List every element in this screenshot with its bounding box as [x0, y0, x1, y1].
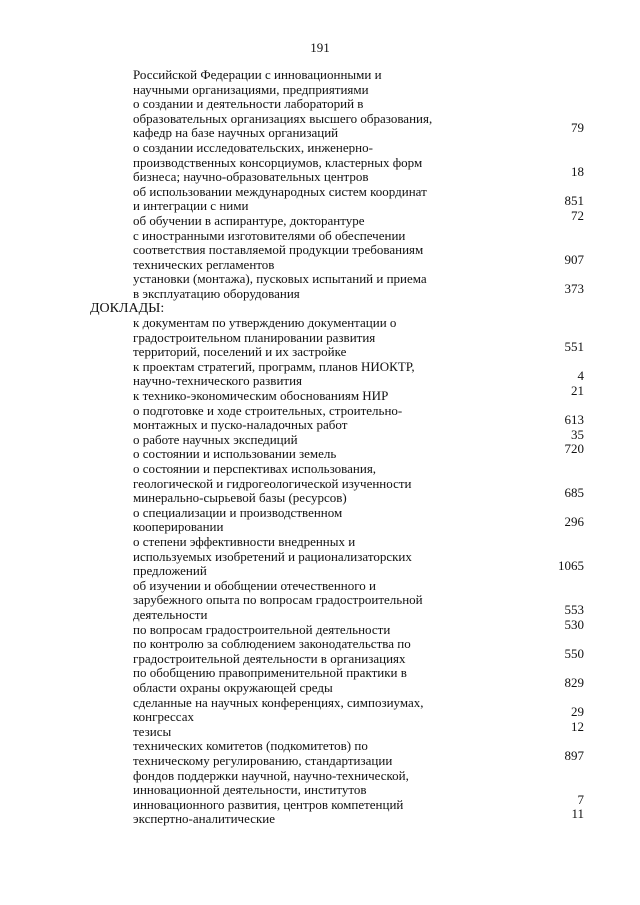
- index-entry-line: [0, 368, 640, 389]
- index-entry-line: [0, 404, 640, 419]
- index-entry-line: [0, 229, 640, 244]
- entry-count: 897: [564, 747, 584, 763]
- entry-text: о степени эффективности внедренных и: [133, 534, 356, 549]
- index-entry-line: [0, 645, 640, 667]
- index-entry-line: [0, 120, 640, 141]
- entry-text: образовательных организациях высшего образования,: [133, 110, 433, 126]
- entry-text: по обобщению правоприменительной практики в: [133, 665, 407, 681]
- index-entry-line: [0, 68, 640, 83]
- entry-text: инновационного развития, центров компетенций: [133, 796, 404, 812]
- entry-text: научно-технического развития: [133, 373, 303, 389]
- entry-count: 720: [564, 441, 584, 457]
- index-entry-line: [0, 331, 640, 346]
- entry-text: кафедр на базе научных организаций: [133, 125, 339, 141]
- entry-count: 72: [571, 207, 584, 223]
- index-entry-line: [0, 550, 640, 565]
- index-entry-line: [0, 506, 640, 521]
- index-entry-line: [0, 806, 640, 827]
- index-entry-line: [0, 193, 640, 214]
- entry-text: зарубежного опыта по вопросам градостроительной: [133, 592, 423, 608]
- entry-text: к проектам стратегий, программ, планов НИОКТР,: [133, 358, 415, 374]
- entry-text: установки (монтажа), пусковых испытаний и приема: [133, 271, 427, 287]
- entry-text: конгрессах: [133, 709, 195, 725]
- index-entries-list: [0, 68, 640, 827]
- index-entry-line: [0, 97, 640, 112]
- entry-text: фондов поддержки научной, научно-технической,: [133, 767, 409, 783]
- index-entry-line: [0, 426, 640, 448]
- entry-text: деятельности: [133, 606, 208, 622]
- entry-text: к технико-экономическим обоснованиям НИР: [133, 388, 389, 404]
- entry-count: 685: [564, 485, 584, 501]
- index-entry-line: [0, 441, 640, 462]
- entry-text: бизнеса; научно-образовательных центров: [133, 169, 369, 185]
- entry-count: 21: [571, 383, 584, 399]
- index-entry-line: [0, 579, 640, 594]
- entry-text: производственных консорциумов, кластерных форм: [133, 154, 423, 170]
- index-entry-line: [0, 156, 640, 171]
- entry-text: по вопросам градостроительной деятельности: [133, 621, 391, 637]
- entry-text: о работе научных экспедиций: [133, 431, 298, 447]
- index-entry-line: [0, 360, 640, 375]
- entry-count: 613: [564, 412, 584, 428]
- entry-text: о состоянии и перспективах использования,: [133, 461, 377, 477]
- index-entry-line: [0, 83, 640, 98]
- entry-count: 373: [564, 280, 584, 296]
- index-entry-line: [0, 243, 640, 258]
- index-entry-line: [0, 674, 640, 696]
- index-entry-line: [0, 412, 640, 433]
- entry-text: монтажных и пуско-наладочных работ: [133, 417, 348, 433]
- index-entry-line: [0, 769, 640, 784]
- index-entry-line: [0, 718, 640, 740]
- entry-count: 851: [564, 193, 584, 209]
- entry-count: 79: [571, 120, 584, 136]
- index-entry-line: [0, 112, 640, 127]
- index-entry-line: [0, 696, 640, 711]
- entry-count: 530: [564, 616, 584, 632]
- entry-text: кооперировании: [133, 519, 224, 535]
- entry-text: Российской Федерации с инновационными и: [133, 67, 382, 82]
- index-entry-line: [0, 791, 640, 813]
- entry-text: с иностранными изготовителями об обеспечении: [133, 227, 406, 243]
- entry-text: технических комитетов (подкомитетов) по: [133, 738, 368, 754]
- entry-count: 907: [564, 251, 584, 267]
- entry-text: геологической и гидрогеологической изученности: [133, 475, 412, 491]
- index-entry-line: [0, 558, 640, 579]
- entry-text: об изучении и обобщении отечественного и: [133, 577, 376, 593]
- index-entry-line: [0, 485, 640, 506]
- index-entry-line: [0, 666, 640, 681]
- entry-text: сделанные на научных конференциях, симпозиумах,: [133, 694, 424, 710]
- index-entry-line: [0, 272, 640, 287]
- entry-count: 18: [571, 164, 584, 180]
- index-entry-line: [0, 316, 640, 331]
- index-entry-line: [0, 514, 640, 535]
- entry-text: технических регламентов: [133, 256, 275, 272]
- entry-text: области охраны окружающей среды: [133, 679, 333, 695]
- entry-text: предложений: [133, 563, 207, 579]
- entry-count: 12: [571, 718, 584, 734]
- entry-text: техническому регулированию, стандартизации: [133, 752, 393, 768]
- entry-count: 11: [571, 806, 584, 822]
- entry-text: о создании исследовательских, инженерно-: [133, 139, 373, 155]
- index-entry-line: [0, 616, 640, 638]
- index-entry-line: [0, 141, 640, 156]
- entry-text: используемых изобретений и рационализаторских: [133, 548, 412, 564]
- entry-text: и интеграции с ними: [133, 198, 249, 214]
- index-entry-line: [0, 383, 640, 404]
- index-entry-line: [0, 164, 640, 185]
- index-entry-line: [0, 593, 640, 608]
- entry-text: о подготовке и ходе строительных, строительно-: [133, 402, 403, 418]
- index-entry-line: [0, 739, 640, 754]
- index-entry-line: [0, 207, 640, 229]
- entry-count: 35: [571, 426, 584, 442]
- entry-count: 29: [571, 704, 584, 720]
- entry-text: научными организациями, предприятиями: [133, 81, 369, 97]
- entry-text: градостроительной деятельности в организациях: [133, 650, 406, 666]
- entry-count: 550: [564, 645, 584, 661]
- entry-text: об обучении в аспирантуре, докторантуре: [133, 212, 365, 228]
- entry-text: инновационной деятельности, институтов: [133, 782, 367, 798]
- entry-text: к документам по утверждению документации о: [133, 315, 397, 331]
- entry-text: минерально-сырьевой базы (ресурсов): [133, 490, 347, 506]
- section-heading: [0, 302, 640, 317]
- index-entry-line: [0, 462, 640, 477]
- index-entry-line: [0, 601, 640, 623]
- entry-text: о состоянии и использовании земель: [133, 446, 337, 462]
- entry-count: 1065: [558, 558, 584, 574]
- entry-count: 553: [564, 601, 584, 617]
- entry-text: экспертно-аналитические: [133, 811, 276, 827]
- entry-text: об использовании международных систем координат: [133, 183, 427, 199]
- entry-text: о специализации и производственном: [133, 504, 343, 520]
- entry-count: 7: [577, 791, 584, 807]
- index-entry-line: [0, 637, 640, 652]
- entry-text: соответствия поставляемой продукции требованиям: [133, 242, 424, 258]
- entry-count: 829: [564, 674, 584, 690]
- entry-text: о создании и деятельности лабораторий в: [133, 96, 364, 112]
- index-entry-line: [0, 783, 640, 798]
- entry-text: в эксплуатацию оборудования: [133, 285, 300, 301]
- entry-text: по контролю за соблюдением законодательства по: [133, 636, 411, 652]
- entry-count: 551: [564, 339, 584, 355]
- index-entry-line: [0, 535, 640, 550]
- index-entry-line: [0, 339, 640, 360]
- index-entry-line: [0, 747, 640, 769]
- index-entry-line: [0, 704, 640, 725]
- index-entry-line: [0, 280, 640, 302]
- section-heading-text: ДОКЛАДЫ:: [90, 300, 165, 316]
- entry-count: 296: [564, 514, 584, 530]
- index-entry-line: [0, 185, 640, 200]
- index-entry-line: [0, 251, 640, 273]
- entry-count: 4: [577, 368, 584, 384]
- entry-text: градостроительном планировании развития: [133, 329, 376, 345]
- entry-text: тезисы: [133, 723, 172, 739]
- entry-text: территорий, поселений и их застройке: [133, 344, 347, 360]
- page-number: 191: [310, 40, 330, 55]
- index-entry-line: [0, 477, 640, 492]
